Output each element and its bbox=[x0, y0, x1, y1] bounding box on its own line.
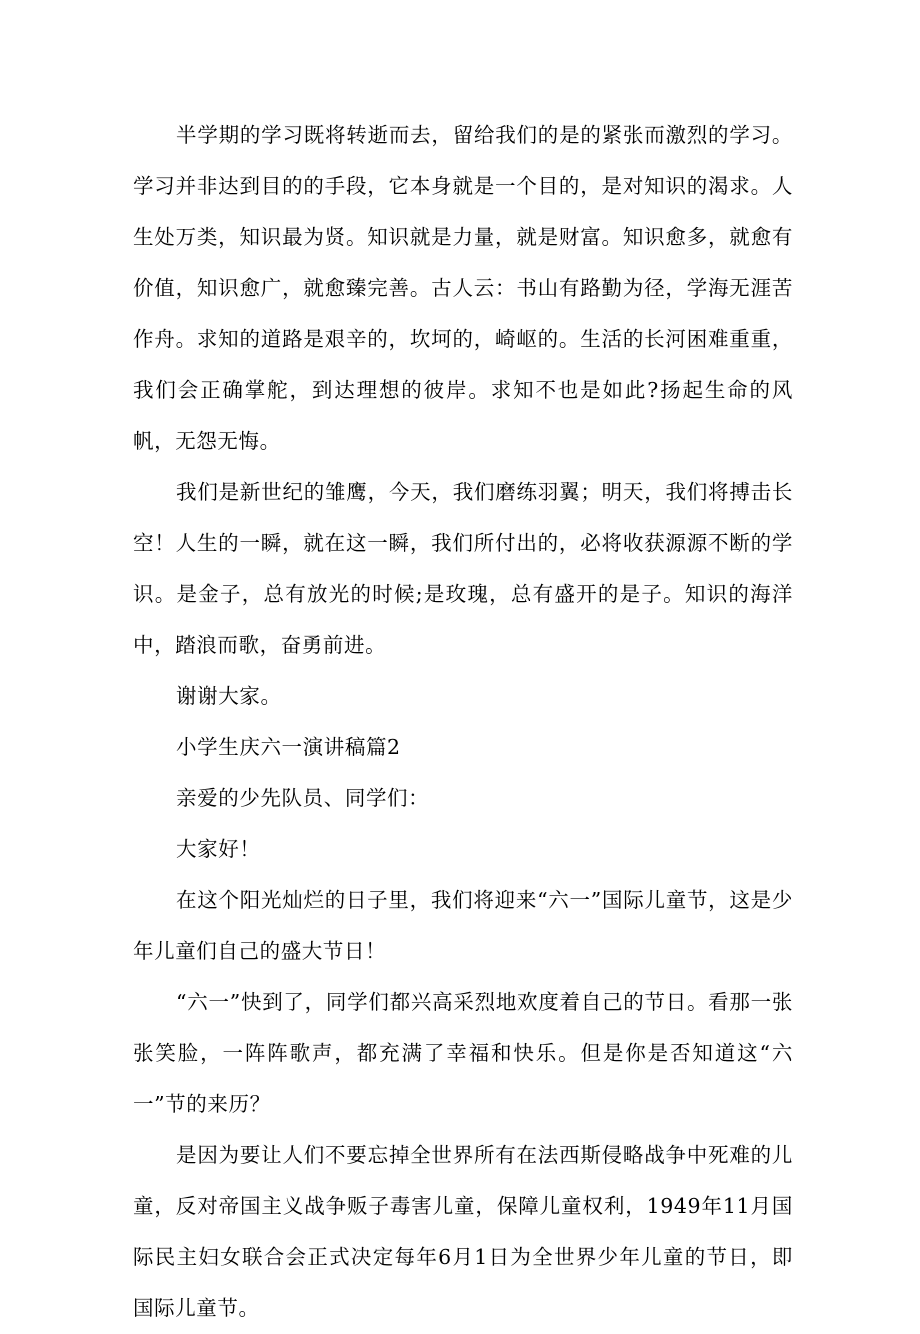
thanks-line: 谢谢大家。 bbox=[176, 684, 282, 708]
paragraph-sunny-day: 在这个阳光灿烂的日子里，我们将迎来“六一”国际儿童节，这是少年儿童们自己的盛大节日！ bbox=[133, 888, 793, 963]
paragraph-history: 是因为要让人们不要忘掉全世界所有在法西斯侵略战争中死难的儿童，反对帝国主义战争贩子毒害儿童，保障儿童权利，1949年11月国际民主妇女联合会正式决定每年6月1日为全世界少年儿童的节日，即国际儿童节。 bbox=[133, 1143, 793, 1320]
paragraph-study: 半学期的学习既将转逝而去，留给我们的是的紧张而激烈的学习。学习并非达到目的的手段，它本身就是一个目的，是对知识的渴求。人生处万类，知识最为贤。知识就是力量，就是财富。知识愈多，就愈有价值，知识愈广，就愈臻完善。古人云：书山有路勤为径，学海无涯苦作舟。求知的道路是艰辛的，坎坷的，崎岖的。生活的长河困难重重，我们会正确掌舵，到达理想的彼岸。求知不也是如此?扬起生命的风帆，无怨无悔。 bbox=[133, 123, 793, 453]
greeting-line: 大家好！ bbox=[176, 837, 261, 861]
salutation-line: 亲爱的少先队员、同学们： bbox=[176, 786, 430, 810]
paragraph-children-day: “六一”快到了，同学们都兴高采烈地欢度着自己的节日。看那一张张笑脸，一阵阵歌声，都充满了幸福和快乐。但是你是否知道这“六一”节的来历？ bbox=[133, 990, 793, 1116]
document-body bbox=[133, 110, 793, 1334]
paragraph-eagles: 我们是新世纪的雏鹰，今天，我们磨练羽翼；明天，我们将搏击长空！人生的一瞬，就在这一瞬，我们所付出的，必将收获源源不断的学识。是金子，总有放光的时候;是玫瑰，总有盛开的是子。知识的海洋中，踏浪而歌，奋勇前进。 bbox=[133, 480, 793, 657]
section-heading: 小学生庆六一演讲稿篇2 bbox=[176, 735, 401, 759]
